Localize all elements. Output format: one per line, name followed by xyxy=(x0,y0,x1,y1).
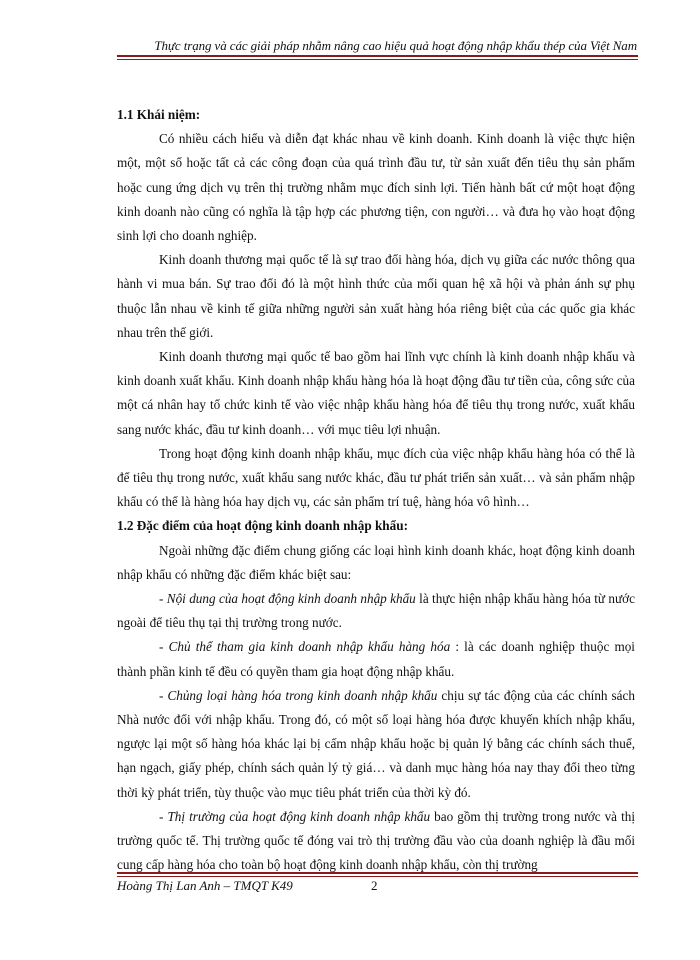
page-number: 2 xyxy=(371,878,378,893)
list-item-prefix: - xyxy=(159,808,168,824)
paragraph: Kinh doanh thương mại quốc tế là sự trao đổi hàng hóa, dịch vụ giữa các nước thông qua hành vi mua bán. Sự trao đổi đó là một hình thức của mối quan hệ xã hội và phản ánh sự phụ thuộc lẫn nhau về kinh tế giữa những người sản xuất hàng hóa riêng biệt của các quốc gia khác nhau trên thế giới. xyxy=(117,252,635,340)
footer-rule-thin xyxy=(117,876,638,877)
list-item xyxy=(117,635,635,683)
running-header: Thực trạng và các giải pháp nhằm nâng cao hiệu quả hoạt động nhập khẩu thép của Việt Nam xyxy=(154,38,637,53)
list-item-term: Thị trường của hoạt động kinh doanh nhập khẩu xyxy=(167,808,431,824)
section-heading-1-1: 1.1 Khái niệm: xyxy=(117,107,201,122)
header-rule-thin xyxy=(117,59,638,60)
list-item xyxy=(117,587,635,635)
list-item-term: Nội dung của hoạt động kinh doanh nhập khẩu xyxy=(166,591,416,607)
paragraph: Có nhiều cách hiểu và diễn đạt khác nhau về kinh doanh. Kinh doanh là việc thực hiện một, một số hoặc tất cả các công đoạn của quá trình đầu tư, từ sản xuất đến tiêu thụ sản phẩm hoặc cung ứng dịch vụ trên thị trường nhằm mục đích sinh lợi. Tiến hành bất cứ một hoạt động kinh doanh nào cũng có nghĩa là tập hợp các phương tiện, con người… và đưa họ vào hoạt động sinh lợi cho doanh nghiệp. xyxy=(117,131,635,244)
list-item-text: : là các doanh nghiệp thuộc mọi thành phần kinh tế đều có quyền tham gia hoạt động nhập khẩu. xyxy=(117,639,635,679)
list-item-text: là thực hiện nhập khẩu hàng hóa từ nước ngoài để tiêu thụ tại thị trường trong nước. xyxy=(117,591,635,631)
list-item xyxy=(117,684,635,805)
list-item-prefix: - xyxy=(159,687,168,703)
list-item-prefix: - xyxy=(159,639,169,655)
paragraph: Trong hoạt động kinh doanh nhập khẩu, mục đích của việc nhập khẩu hàng hóa có thể là để tiêu thụ trong nước, xuất khẩu sang nước khác, đầu tư phát triển sản xuất… và sản phẩm nhập khẩu có thể là hàng hóa hay dịch vụ, các sản phẩm trí tuệ, hàng hóa vô hình… xyxy=(117,445,635,510)
list-item-text: bao gồm thị trường trong nước và thị trường quốc tế. Thị trường quốc tế đóng vai trò thị trường đầu vào của doanh nghiệp là đầu mối cung cấp hàng hóa cho toàn bộ hoạt động kinh doanh nhập khẩu, còn thị trường xyxy=(117,808,635,873)
paragraph: Ngoài những đặc điểm chung giống các loại hình kinh doanh khác, hoạt động kinh doanh nhập khẩu có những đặc điểm khác biệt sau: xyxy=(117,542,635,582)
list-item-term: Chủng loại hàng hóa trong kinh doanh nhập khẩu xyxy=(167,687,438,703)
header-rule-thick xyxy=(117,55,638,57)
paragraph: Kinh doanh thương mại quốc tế bao gồm hai lĩnh vực chính là kinh doanh nhập khẩu và kinh doanh xuất khẩu. Kinh doanh nhập khẩu hàng hóa là hoạt động đầu tư tiền của, công sức của một cá nhân hay tổ chức kinh tế vào việc nhập khẩu hàng hóa để tiêu thụ trong nước, xuất khẩu sang nước khác, đầu tư kinh doanh… với mục tiêu lợi nhuận. xyxy=(117,349,635,437)
footer-rule-thick xyxy=(117,872,638,874)
section-heading-1-2: 1.2 Đặc điểm của hoạt động kinh doanh nhập khẩu: xyxy=(117,518,408,534)
document-body xyxy=(117,103,635,878)
list-item-term: Chủ thể tham gia kinh doanh nhập khẩu hàng hóa xyxy=(168,639,451,655)
list-item-text: chịu sự tác động của các chính sách Nhà nước đối với nhập khẩu. Trong đó, có một số loại hàng hóa được khuyến khích nhập khẩu, ngược lại một số hàng hóa khác lại bị cấm nhập khẩu hoặc bị quản lý bằng các chính sách thuế, hạn ngạch, giấy phép, chính sách quản lý tỷ giá… và danh mục hàng hóa nay thay đổi theo từng thời kỳ phát triển, tùy thuộc vào mục tiêu phát triển của thời kỳ đó. xyxy=(117,687,635,800)
list-item xyxy=(117,805,635,878)
footer-author: Hoàng Thị Lan Anh – TMQT K49 xyxy=(117,878,293,893)
list-item-prefix: - xyxy=(159,591,167,607)
